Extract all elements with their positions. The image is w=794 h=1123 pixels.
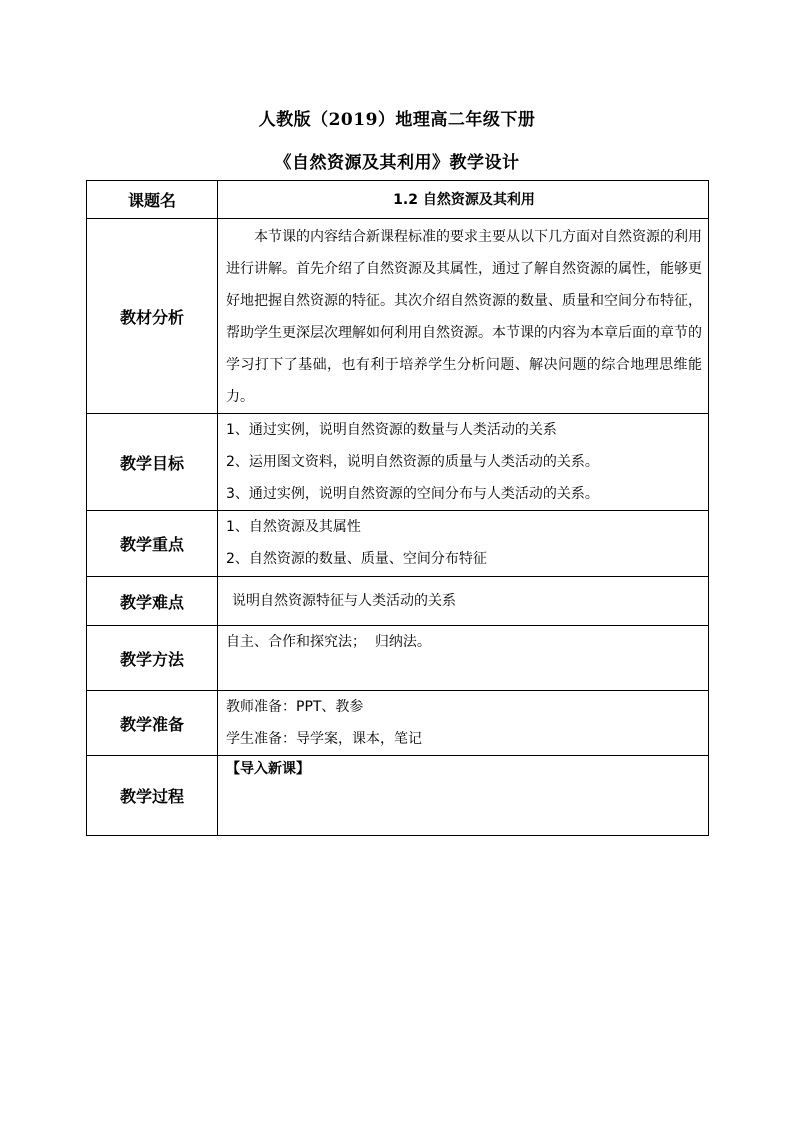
key-points-cell (218, 511, 709, 577)
table-row-difficulties (87, 577, 709, 626)
preparation-item: 教师准备：PPT、教参 (226, 699, 364, 715)
objective-item: 3、通过实例，说明自然资源的空间分布与人类活动的关系。 (226, 486, 599, 502)
table-row-methods (87, 626, 709, 691)
row-label-analysis: 教材分析 (87, 219, 218, 414)
analysis-cell (218, 219, 709, 414)
analysis-text: 本节课的内容结合新课程标准的要求主要从以下几方面对自然资源的利用进行讲解。首先介绍了自然资源及其属性，通过了解自然资源的属性，能够更好地把握自然资源的特征。其次介绍自然资源的数量、质量和空间分布特征，帮助学生更深层次理解如何利用自然资源。本节课的内容为本章后面的章节的学习打下了基础，也有利于培养学生分析问题、解决问题的综合地理思维能力。 (226, 229, 702, 405)
objectives-cell (218, 414, 709, 511)
difficulties-value: 说明自然资源特征与人类活动的关系 (218, 577, 709, 626)
row-label-methods: 教学方法 (87, 626, 218, 691)
table-row-process (87, 756, 709, 836)
methods-value: 自主、合作和探究法； 归纳法。 (218, 626, 709, 691)
row-label-objectives: 教学目标 (87, 414, 218, 511)
preparation-item: 学生准备：导学案，课本，笔记 (226, 731, 422, 747)
table-row-key-points (87, 511, 709, 577)
table-row-objectives (87, 414, 709, 511)
preparation-cell (218, 691, 709, 756)
table-row-analysis (87, 219, 709, 414)
key-point-item: 1、自然资源及其属性 (226, 519, 361, 535)
table-row-preparation (87, 691, 709, 756)
topic-value: 1.2 自然资源及其利用 (218, 181, 709, 219)
objective-item: 1、通过实例，说明自然资源的数量与人类活动的关系 (226, 422, 557, 438)
lesson-plan-table (86, 180, 709, 836)
key-point-item: 2、自然资源的数量、质量、空间分布特征 (226, 551, 487, 567)
row-label-key-points: 教学重点 (87, 511, 218, 577)
objective-item: 2、运用图文资料，说明自然资源的质量与人类活动的关系。 (226, 454, 599, 470)
row-label-difficulties: 教学难点 (87, 577, 218, 626)
row-label-preparation: 教学准备 (87, 691, 218, 756)
table-row-topic (87, 181, 709, 219)
document-title: 人教版（2019）地理高二年级下册 (258, 110, 536, 130)
row-label-process: 教学过程 (87, 756, 218, 836)
row-label-topic: 课题名 (87, 181, 218, 219)
document-subtitle: 《自然资源及其利用》教学设计 (274, 153, 520, 173)
process-value: 【导入新课】 (218, 756, 709, 836)
